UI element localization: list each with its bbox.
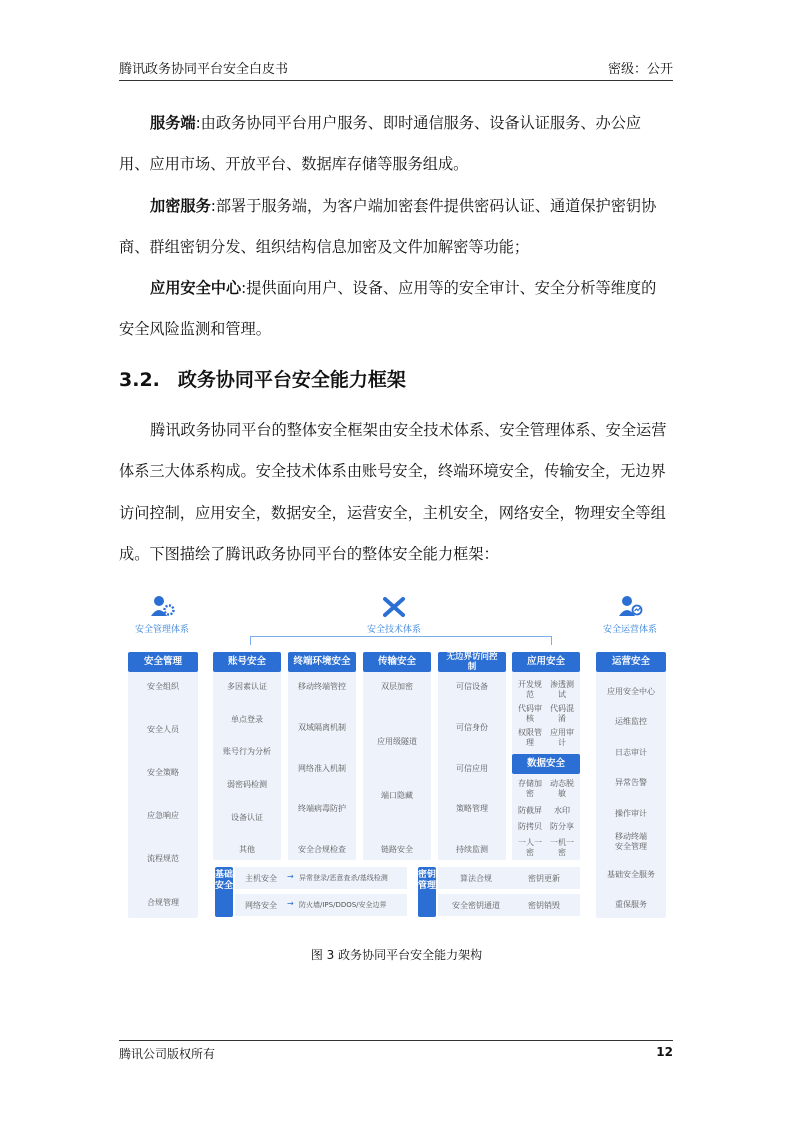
column-head: 运营安全: [596, 652, 666, 672]
tools-icon: [382, 596, 406, 618]
key-item: 密钥更新: [528, 874, 560, 883]
column-item: 安全策略: [147, 768, 179, 777]
group-title-technology: 安全技术体系: [366, 625, 421, 635]
group-title-management: 安全管理体系: [134, 625, 189, 635]
key-item: 安全密钥通道: [452, 901, 500, 910]
column-item: 应用审计: [550, 728, 574, 747]
base-desc: 防火墙/IPS/DDOS/安全边界: [299, 901, 387, 909]
page-number: 12: [656, 1045, 673, 1059]
key-item: 算法合规: [460, 874, 492, 883]
key-management-tag: 密钥管理: [418, 867, 436, 917]
user-chart-icon: [618, 595, 644, 617]
column-item: 安全合规检查: [298, 845, 346, 854]
column-item: 持续监测: [456, 845, 488, 854]
paragraph-encryption: 加密服务:部署于服务端，为客户端加密套件提供密码认证、通道保护密钥协商、群组密钥分发、组织结构信息加密及文件加解密等功能；: [119, 196, 657, 256]
base-label: 网络安全: [245, 901, 277, 910]
column-item: 双层加密: [381, 682, 413, 691]
column-app-data-security: [512, 652, 580, 860]
column-item: 存储加密: [518, 779, 542, 798]
column-item: 应用安全中心: [607, 687, 655, 696]
group-title-operations: 安全运营体系: [602, 625, 657, 635]
key-item: 密钥销毁: [528, 901, 560, 910]
arrow-right-icon: →: [287, 899, 294, 908]
subhead-data-security: 数据安全: [512, 754, 580, 774]
column-item: 设备认证: [231, 813, 263, 822]
column-head: 无边界访问控制: [438, 652, 506, 672]
paragraph-server: 服务端:由政务协同平台用户服务、即时通信服务、设备认证服务、办公应用、应用市场、开放平台、数据库存储等服务组成。: [119, 114, 642, 174]
column-item: 移动终端安全管理: [615, 832, 647, 851]
page-header: [119, 58, 673, 81]
security-framework-figure: [120, 592, 668, 922]
figure-caption: 图 3 政务协同平台安全能力架构: [310, 948, 483, 962]
column-item: 操作审计: [615, 809, 647, 818]
column-head: 传输安全: [363, 652, 431, 672]
user-gear-icon: [150, 595, 176, 617]
column-item: 应用级隧道: [377, 737, 417, 746]
base-security-row: [235, 894, 407, 916]
column-item: 渗透测试: [550, 680, 574, 699]
column-head: 终端环境安全: [288, 652, 356, 672]
column-item: 权限管理: [518, 728, 542, 747]
section-heading: [119, 365, 406, 392]
base-label: 主机安全: [245, 874, 277, 883]
column-item: 策略管理: [456, 804, 488, 813]
column-item: 网络准入机制: [298, 764, 346, 773]
column-item: 合规管理: [147, 898, 179, 907]
column-terminal-security: [288, 652, 356, 860]
page-footer: [119, 1040, 673, 1064]
column-item: 重保服务: [615, 900, 647, 909]
column-item: 运维监控: [615, 717, 647, 726]
column-item: 其他: [239, 845, 255, 854]
base-security-tag: 基础安全: [215, 867, 233, 917]
column-item: 开发规范: [518, 680, 542, 699]
column-access-control: [438, 652, 506, 860]
column-head: 应用安全: [512, 652, 580, 672]
column-item: 账号行为分析: [223, 747, 271, 756]
column-item: 动态脱敏: [550, 779, 574, 798]
column-item: 一机一密: [550, 838, 574, 857]
column-item: 一人一密: [518, 838, 542, 857]
column-item: 水印: [554, 806, 570, 815]
column-account-security: [213, 652, 281, 860]
header-classification: 密级：公开: [607, 62, 673, 77]
base-security-row: [235, 867, 407, 889]
intro-paragraphs: [119, 103, 669, 351]
column-item: 安全人员: [147, 725, 179, 734]
footer-copyright: 腾讯公司版权所有: [119, 1047, 216, 1061]
column-item: 链路安全: [381, 845, 413, 854]
column-item: 代码混淆: [550, 704, 574, 723]
arrow-right-icon: →: [287, 872, 294, 881]
column-item: 基础安全服务: [607, 870, 655, 879]
column-item: 可信应用: [456, 764, 488, 773]
key-management-row: [438, 894, 580, 916]
column-item: 防分享: [550, 822, 574, 831]
column-head: 安全管理: [128, 652, 198, 672]
column-item: 移动终端管控: [298, 682, 346, 691]
column-item: 代码审核: [518, 704, 542, 723]
column-item: 流程规范: [147, 854, 179, 863]
base-desc: 异常登录/恶意查杀/基线检测: [299, 874, 388, 882]
column-item: 单点登录: [231, 715, 263, 724]
term-security-center: 应用安全中心: [150, 279, 242, 298]
column-operations-security: [596, 652, 666, 918]
term-encryption: 加密服务: [150, 196, 211, 215]
column-item: 日志审计: [615, 748, 647, 757]
column-item: 安全组织: [147, 682, 179, 691]
section-paragraph: 腾讯政务协同平台的整体安全框架由安全技术体系、安全管理体系、安全运营体系三大体系构成。安全技术体系由账号安全，终端环境安全，传输安全，无边界访问控制，应用安全，数据安全，运营安全，主机安全，网络安全，物理安全等组成。下图描绘了腾讯政务协同平台的整体安全能力框架：: [119, 421, 667, 563]
section-title: 政务协同平台安全能力框架: [177, 369, 406, 391]
paragraph-security-center: 应用安全中心:提供面向用户、设备、应用等的安全审计、安全分析等维度的安全风险监测和管理。: [119, 279, 657, 339]
key-management-row: [438, 867, 580, 889]
column-head: 账号安全: [213, 652, 281, 672]
column-item: 可信设备: [456, 682, 488, 691]
column-security-management: [128, 652, 198, 918]
term-server: 服务端: [150, 114, 196, 132]
column-transport-security: [363, 652, 431, 860]
header-title: 腾讯政务协同平台安全白皮书: [119, 62, 289, 77]
section-body: [119, 410, 667, 575]
column-item: 终端病毒防护: [298, 804, 346, 813]
column-item: 多因素认证: [227, 682, 267, 691]
column-item: 端口隐藏: [381, 791, 413, 800]
column-item: 应急响应: [147, 811, 179, 820]
column-item: 可信身份: [456, 723, 488, 732]
technology-bracket: [250, 636, 552, 645]
column-item: 双域隔离机制: [298, 723, 346, 732]
column-item: 弱密码检测: [227, 780, 267, 789]
section-number: 3.2.: [119, 369, 160, 391]
column-item: 防截屏: [518, 806, 542, 815]
column-item: 防拷贝: [518, 822, 542, 831]
column-item: 异常告警: [615, 778, 647, 787]
